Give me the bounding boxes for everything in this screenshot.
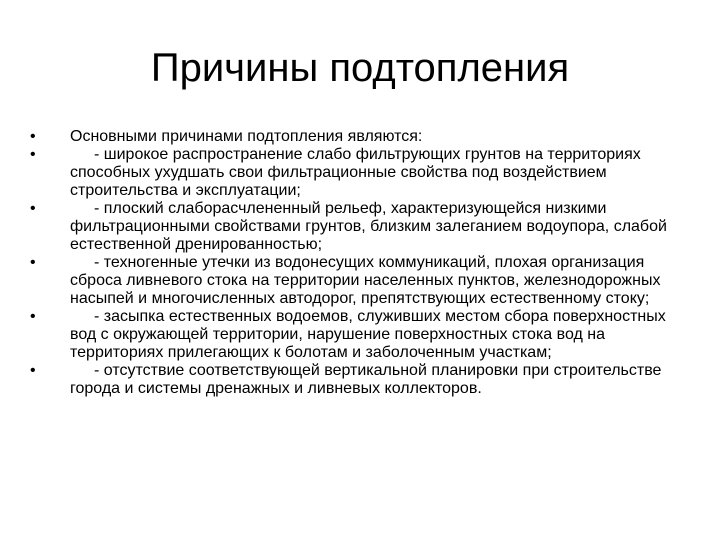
bullet-icon: • <box>30 200 36 217</box>
bullet-text: - засыпка естественных водоемов, служивших местом сбора поверхностных вод с окружающей территории, нарушение поверхностных стока вод на территориях прилегающих к болотам и заболоченным участкам; <box>70 308 666 361</box>
bullet-icon: • <box>30 128 36 145</box>
bullet-text: - плоский слаборасчлененный рельеф, характеризующейся низкими фильтрационными свойствами грунтов, близким залеганием водоупора, слабой естественной дренированностью; <box>70 200 667 253</box>
bullet-icon: • <box>30 362 36 379</box>
bullet-text: - широкое распространение слабо фильтрующих грунтов на территориях способных ухудшать свои фильтрационные свойства под воздействием строительства и эксплуатации; <box>70 146 641 199</box>
bullet-item <box>30 128 690 146</box>
bullet-item <box>30 308 690 362</box>
bullet-text: - техногенные утечки из водонесущих коммуникаций, плохая организация сброса ливневого стока на территории населенных пунктов, железнодорожных насыпей и многочисленных автодорог, препятствующих естественному стоку; <box>70 254 661 307</box>
bullet-icon: • <box>30 146 36 163</box>
bullet-text: - отсутствие соответствующей вертикальной планировки при строительстве города и системы дренажных и ливневых коллекторов. <box>70 362 662 397</box>
bullet-item <box>30 146 690 200</box>
bullet-item <box>30 200 690 254</box>
bullet-text: Основными причинами подтопления являются: <box>70 128 423 145</box>
slide-title: Причины подтопления <box>150 46 570 90</box>
bullet-item <box>30 362 690 398</box>
bullet-icon: • <box>30 254 36 271</box>
bullet-list <box>30 128 690 398</box>
bullet-item <box>30 254 690 308</box>
bullet-icon: • <box>30 308 36 325</box>
